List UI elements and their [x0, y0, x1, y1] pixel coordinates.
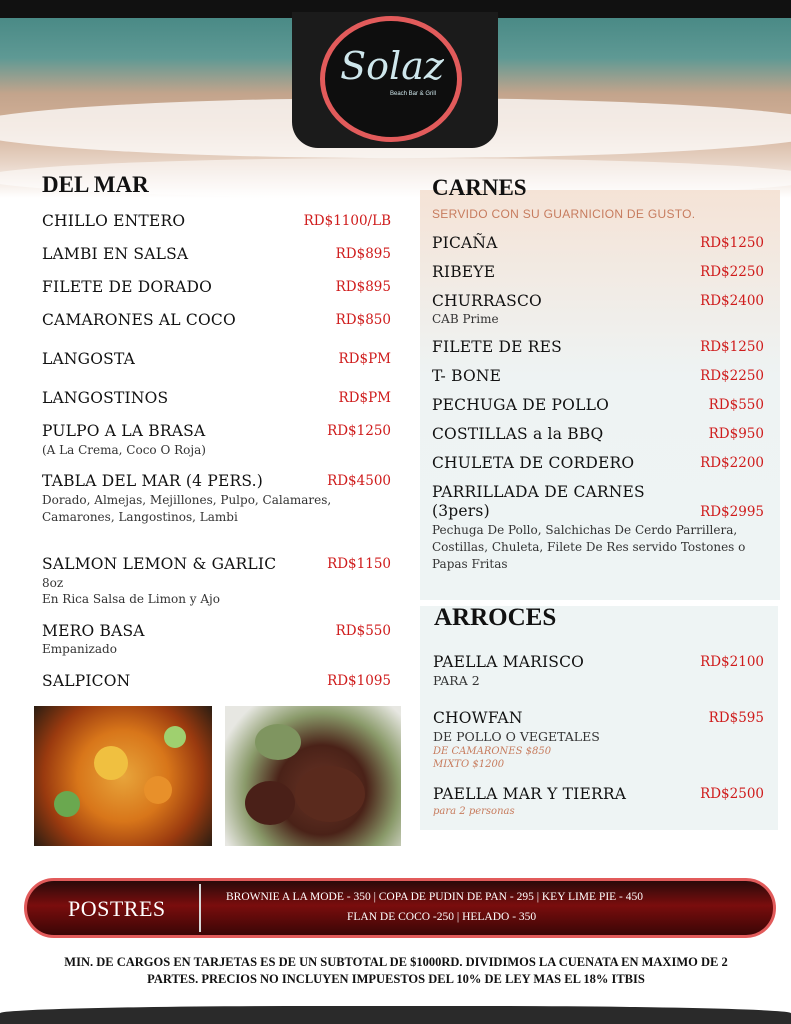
menu-item-price: RD$4500 [327, 473, 391, 489]
menu-item-name: CAMARONES AL COCO [42, 311, 236, 329]
menu-item-description: Costillas, Chuleta, Filete De Res servido Tostones o [432, 540, 746, 554]
menu-item-note: DE CAMARONES $850 [433, 746, 552, 757]
menu-item-name: LANGOSTINOS [42, 389, 169, 407]
menu-item-price: RD$2250 [700, 368, 764, 384]
menu-item-price: RD$PM [338, 351, 391, 367]
menu-item-price: RD$595 [708, 710, 764, 726]
menu-item-name: T- BONE [432, 367, 502, 385]
menu-item-price: RD$1250 [700, 235, 764, 251]
postres-items-line: BROWNIE A LA MODE - 350 | COPA DE PUDIN DE PAN - 295 | KEY LIME PIE - 450 [226, 891, 644, 903]
menu-item-name: PAELLA MAR Y TIERRA [433, 785, 627, 803]
menu-item-description: Camarones, Langostinos, Lambi [42, 510, 238, 524]
lamb-chops-photo [225, 706, 401, 846]
menu-item-price: RD$2250 [700, 264, 764, 280]
menu-item-description: Papas Fritas [432, 557, 508, 571]
menu-item-price: RD$2100 [700, 654, 764, 670]
menu-item-name: TABLA DEL MAR (4 PERS.) [42, 472, 264, 490]
menu-item-note: MIXTO $1200 [433, 759, 505, 770]
menu-item-price: RD$895 [335, 246, 391, 262]
menu-item-name: PULPO A LA BRASA [42, 422, 206, 440]
menu-item-description: 8oz [42, 576, 64, 590]
menu-item-price: RD$1095 [327, 673, 391, 689]
paella-photo [34, 706, 212, 846]
menu-item-name: FILETE DE RES [432, 338, 562, 356]
menu-item-name: SALPICON [42, 672, 131, 690]
menu-item-description: Pechuga De Pollo, Salchichas De Cerdo Parrillera, [432, 523, 738, 537]
menu-item-name: PECHUGA DE POLLO [432, 396, 609, 414]
menu-item-price: RD$1250 [327, 423, 391, 439]
footer-line: MIN. DE CARGOS EN TARJETAS ES DE UN SUBTOTAL DE $1000RD. DIVIDIMOS LA CUENATA EN MAXIMO DE 2 [64, 955, 728, 969]
menu-item-name: CHILLO ENTERO [42, 212, 186, 230]
menu-item-name: MERO BASA [42, 622, 145, 640]
section-title-postres: POSTRES [68, 896, 166, 921]
menu-item-price: RD$PM [338, 390, 391, 406]
postres-divider [199, 884, 201, 932]
menu-item-description: CAB Prime [432, 312, 499, 326]
menu-item-price: RD$895 [335, 279, 391, 295]
postres-items-line: FLAN DE COCO -250 | HELADO - 350 [347, 911, 537, 923]
menu-item-price: RD$1100/LB [303, 213, 391, 229]
menu-item-name: PICAÑA [432, 234, 498, 252]
brand-logo: Solaz [340, 44, 444, 88]
bottom-border [0, 1006, 791, 1024]
menu-item-name-line2: (3pers) [432, 502, 490, 520]
menu-item-description: Dorado, Almejas, Mejillones, Pulpo, Calamares, [42, 493, 332, 507]
menu-item-price: RD$850 [335, 312, 391, 328]
section-subtitle: SERVIDO CON SU GUARNICION DE GUSTO. [432, 207, 696, 221]
menu-item-name: SALMON LEMON & GARLIC [42, 555, 277, 573]
footer-line: PARTES. PRECIOS NO INCLUYEN IMPUESTOS DEL 10% DE LEY MAS EL 18% ITBIS [147, 972, 645, 986]
menu-item-price: RD$1150 [327, 556, 391, 572]
menu-item-name: LAMBI EN SALSA [42, 245, 189, 263]
section-title-del-mar: DEL MAR [42, 172, 149, 197]
menu-item-name: COSTILLAS a la BBQ [432, 425, 604, 443]
menu-item-name: LANGOSTA [42, 350, 136, 368]
menu-item-name: PARRILLADA DE CARNES [432, 483, 645, 501]
menu-item-name: CHURRASCO [432, 292, 542, 310]
menu-item-price: RD$2995 [700, 504, 764, 520]
section-title-arroces: ARROCES [434, 604, 557, 631]
menu-item-name: FILETE DE DORADO [42, 278, 213, 296]
menu-item-description: Empanizado [42, 642, 117, 656]
footer-notice [30, 954, 762, 988]
menu-item-name: CHULETA DE CORDERO [432, 454, 635, 472]
menu-item-price: RD$1250 [700, 339, 764, 355]
menu-item-name: PAELLA MARISCO [433, 653, 585, 671]
menu-item-price: RD$2400 [700, 293, 764, 309]
menu-item-note: para 2 personas [433, 806, 515, 817]
menu-item-price: RD$950 [708, 426, 764, 442]
brand-tagline: Beach Bar & Grill [389, 91, 437, 97]
menu-item-name: CHOWFAN [433, 709, 523, 727]
section-title-carnes: CARNES [432, 175, 527, 200]
menu-item-price: RD$550 [335, 623, 391, 639]
menu-item-description: (A La Crema, Coco O Roja) [42, 443, 206, 457]
menu-item-description: En Rica Salsa de Limon y Ajo [42, 592, 220, 606]
menu-item-price: RD$2200 [700, 455, 764, 471]
menu-item-description: PARA 2 [433, 673, 480, 688]
menu-item-description: DE POLLO O VEGETALES [433, 729, 600, 744]
menu-item-price: RD$550 [708, 397, 764, 413]
menu-item-name: RIBEYE [432, 263, 496, 281]
menu-item-price: RD$2500 [700, 786, 764, 802]
